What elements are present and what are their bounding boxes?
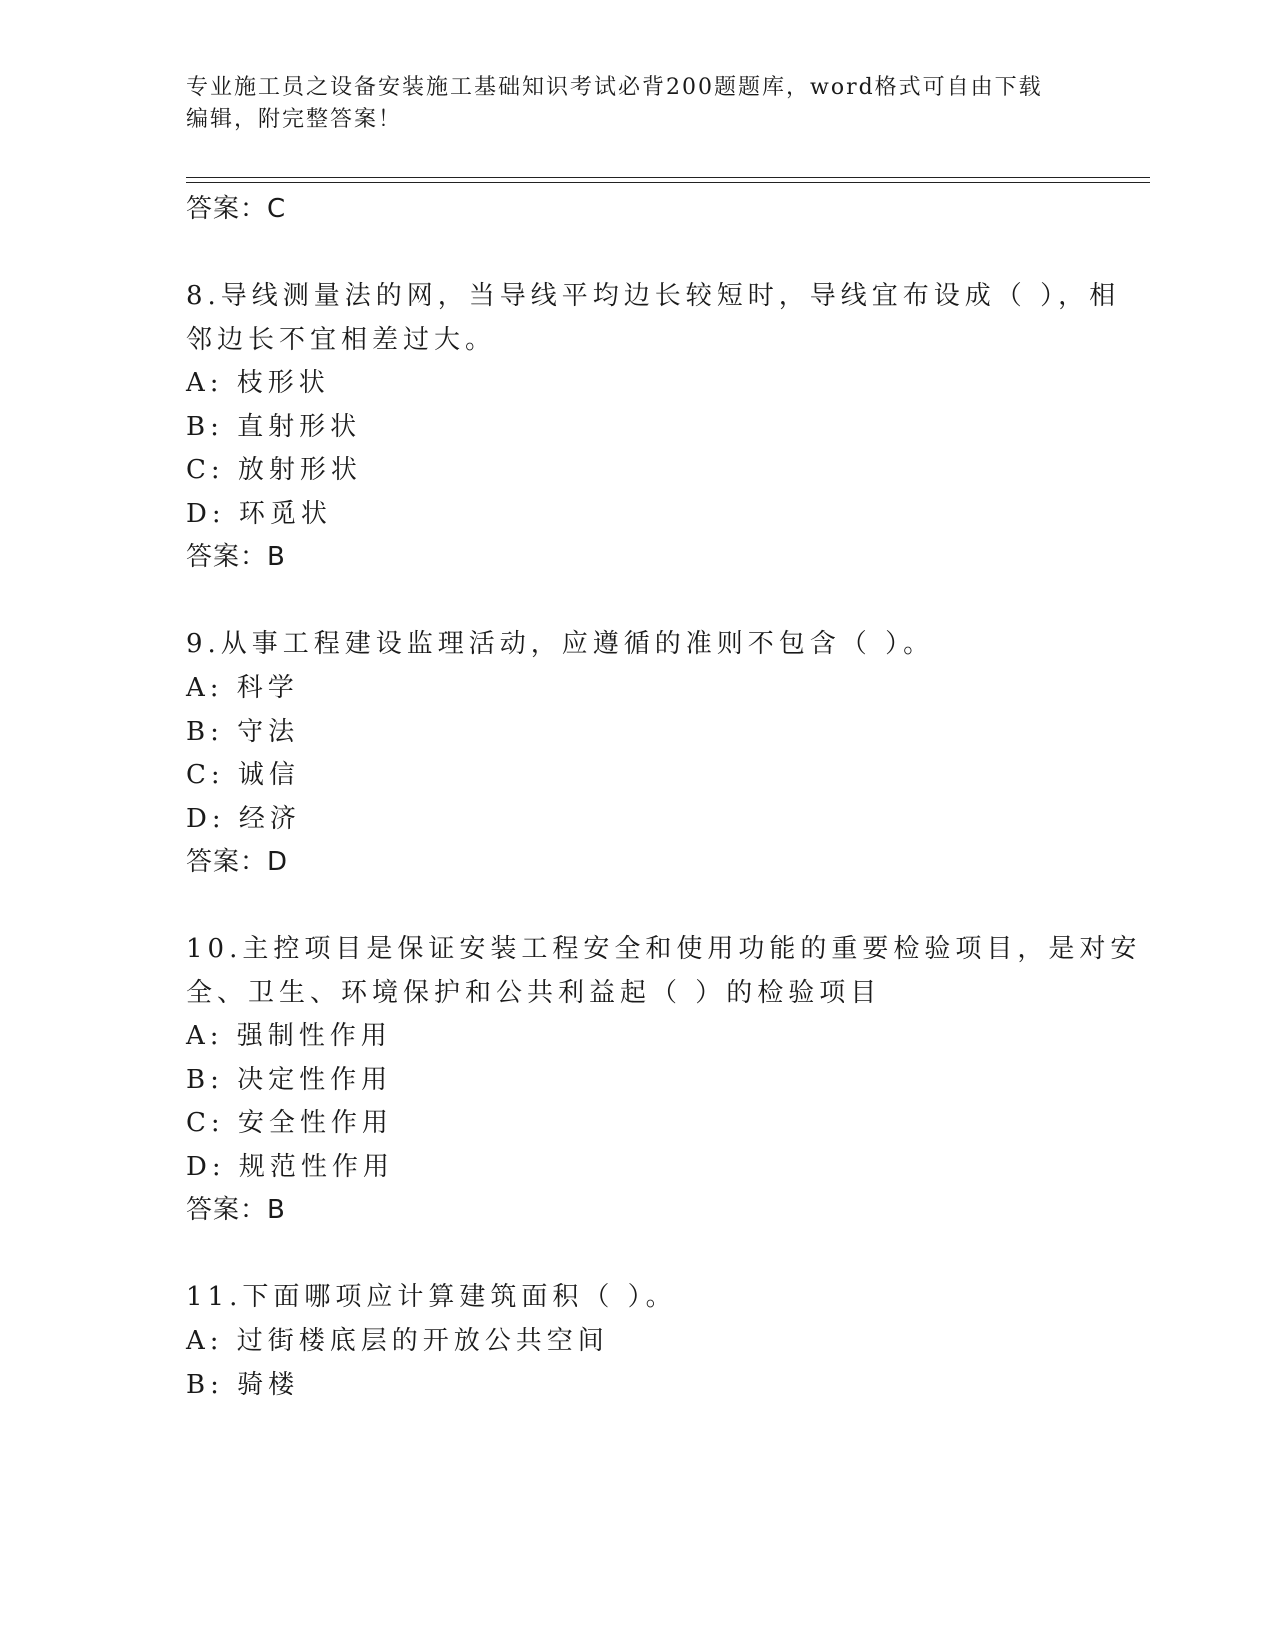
question-10-stem-line-2: 全、卫生、环境保护和公共利益起（ ）的检验项目 xyxy=(186,978,882,1008)
question-9-option-d: D: 经济 xyxy=(186,804,301,834)
question-9-option-b: B: 守法 xyxy=(186,717,300,747)
question-11-option-b: B: 骑楼 xyxy=(186,1370,300,1400)
question-8-stem-line-1: 8.导线测量法的网，当导线平均边长较短时，导线宜布设成（ ），相 xyxy=(186,281,1121,311)
question-9-option-c: C: 诚信 xyxy=(186,760,300,790)
question-10-option-c: C: 安全性作用 xyxy=(186,1108,393,1138)
header-divider-top xyxy=(186,177,1150,178)
question-10-answer: 答案：B xyxy=(186,1195,286,1225)
question-10-stem-line-1: 10.主控项目是保证安装工程安全和使用功能的重要检验项目，是对安 xyxy=(186,934,1142,964)
question-8-option-b: B: 直射形状 xyxy=(186,412,362,442)
header-line-2: 编辑，附完整答案！ xyxy=(186,107,403,132)
question-11-option-a: A: 过街楼底层的开放公共空间 xyxy=(186,1326,609,1356)
question-8-stem-line-2: 邻边长不宜相差过大。 xyxy=(186,325,497,355)
question-9-stem: 9.从事工程建设监理活动，应遵循的准则不包含（ ）。 xyxy=(186,629,935,659)
question-8-option-a: A: 枝形状 xyxy=(186,368,330,398)
header-line-1: 专业施工员之设备安装施工基础知识考试必背200题题库，word格式可自由下载 xyxy=(186,75,1043,100)
question-8-option-c: C: 放射形状 xyxy=(186,455,362,485)
question-8-option-d: D: 环觅状 xyxy=(186,499,332,529)
question-9-option-a: A: 科学 xyxy=(186,673,299,703)
document-header xyxy=(186,72,1086,136)
question-11-stem: 11.下面哪项应计算建筑面积（ ）。 xyxy=(186,1282,677,1312)
header-divider-bottom xyxy=(186,182,1150,183)
question-10-option-d: D: 规范性作用 xyxy=(186,1152,394,1182)
question-10-option-a: A: 强制性作用 xyxy=(186,1021,392,1051)
question-9-answer: 答案：D xyxy=(186,847,289,877)
question-10-option-b: B: 决定性作用 xyxy=(186,1065,393,1095)
previous-answer: 答案：C xyxy=(186,194,287,224)
question-8-answer: 答案：B xyxy=(186,542,286,572)
